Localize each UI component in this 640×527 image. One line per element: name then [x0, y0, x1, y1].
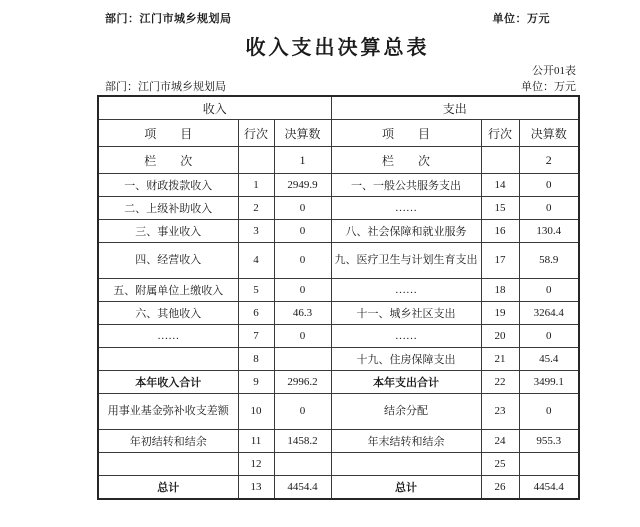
- expense-amount-cell: [519, 453, 579, 476]
- expense-section-header: 支出: [331, 96, 579, 120]
- department-label-top: 部门：江门市城乡规划局: [105, 13, 232, 25]
- section-header-row: [98, 96, 579, 120]
- table-row: [98, 197, 579, 220]
- income-line-no-cell: 5: [238, 279, 274, 302]
- income-amount-cell: 46.3: [274, 302, 331, 325]
- table-row: [98, 394, 579, 430]
- income-item-cell: 二、上级补助收入: [98, 197, 238, 220]
- table-row: [98, 174, 579, 197]
- income-item-cell: 用事业基金弥补收支差额: [98, 394, 238, 430]
- income-line-no-cell: 11: [238, 430, 274, 453]
- expense-amount-cell: 4454.4: [519, 476, 579, 500]
- expense-amount-cell: 0: [519, 279, 579, 302]
- income-line-no-cell: 7: [238, 325, 274, 348]
- unit-label-top: 单位：万元: [492, 13, 550, 25]
- income-item-cell: 六、其他收入: [98, 302, 238, 325]
- budget-summary-table: [97, 95, 580, 500]
- expense-item-cell: 一、一般公共服务支出: [331, 174, 481, 197]
- expense-item-cell: 十一、城乡社区支出: [331, 302, 481, 325]
- income-line-no-cell: 1: [238, 174, 274, 197]
- income-line-no-cell: 6: [238, 302, 274, 325]
- table-row: [98, 453, 579, 476]
- table-row: [98, 325, 579, 348]
- income-item-column-header: 项 目: [98, 120, 238, 147]
- income-item-cell: 三、事业收入: [98, 220, 238, 243]
- expense-amount-cell: 0: [519, 174, 579, 197]
- expense-lane-number: 2: [519, 147, 579, 174]
- expense-lane-empty-cell: [481, 147, 519, 174]
- income-item-cell: 本年收入合计: [98, 371, 238, 394]
- expense-line-no-cell: 14: [481, 174, 519, 197]
- expense-item-cell: 十九、住房保障支出: [331, 348, 481, 371]
- expense-line-no-cell: 20: [481, 325, 519, 348]
- expense-line-no-cell: 24: [481, 430, 519, 453]
- income-line-no-column-header: 行次: [238, 120, 274, 147]
- income-amount-cell: 1458.2: [274, 430, 331, 453]
- income-amount-cell: [274, 453, 331, 476]
- expense-amount-cell: 0: [519, 394, 579, 430]
- expense-amount-cell: 0: [519, 197, 579, 220]
- lane-number-row: [98, 147, 579, 174]
- expense-amount-cell: 955.3: [519, 430, 579, 453]
- income-lane-empty-cell: [238, 147, 274, 174]
- income-item-cell: 一、财政拨款收入: [98, 174, 238, 197]
- expense-item-cell: [331, 453, 481, 476]
- expense-item-cell: ……: [331, 197, 481, 220]
- income-line-no-cell: 13: [238, 476, 274, 500]
- expense-lane-label: 栏 次: [331, 147, 481, 174]
- expense-item-column-header: 项 目: [331, 120, 481, 147]
- expense-item-cell: 年末结转和结余: [331, 430, 481, 453]
- income-item-cell: 五、附属单位上缴收入: [98, 279, 238, 302]
- expense-amount-cell: 45.4: [519, 348, 579, 371]
- table-row: [98, 371, 579, 394]
- income-lane-number: 1: [274, 147, 331, 174]
- expense-line-no-cell: 25: [481, 453, 519, 476]
- expense-amount-cell: 130.4: [519, 220, 579, 243]
- header-meta-top: [105, 10, 550, 26]
- income-amount-column-header: 决算数: [274, 120, 331, 147]
- income-amount-cell: 0: [274, 279, 331, 302]
- income-amount-cell: 4454.4: [274, 476, 331, 500]
- income-amount-cell: 0: [274, 197, 331, 220]
- column-header-row: [98, 120, 579, 147]
- department-label: 部门：江门市城乡规划局: [105, 81, 226, 93]
- expense-item-cell: 总计: [331, 476, 481, 500]
- income-line-no-cell: 9: [238, 371, 274, 394]
- expense-amount-cell: 3264.4: [519, 302, 579, 325]
- expense-item-cell: 本年支出合计: [331, 371, 481, 394]
- income-amount-cell: 2996.2: [274, 371, 331, 394]
- income-item-cell: ……: [98, 325, 238, 348]
- income-amount-cell: 0: [274, 243, 331, 279]
- unit-label: 单位：万元: [521, 81, 576, 93]
- expense-line-no-cell: 16: [481, 220, 519, 243]
- expense-amount-cell: 0: [519, 325, 579, 348]
- table-row: [98, 279, 579, 302]
- income-amount-cell: 0: [274, 325, 331, 348]
- income-item-cell: [98, 348, 238, 371]
- income-line-no-cell: 3: [238, 220, 274, 243]
- income-item-cell: 四、经营收入: [98, 243, 238, 279]
- income-item-cell: 年初结转和结余: [98, 430, 238, 453]
- expense-line-no-cell: 19: [481, 302, 519, 325]
- expense-item-cell: 九、医疗卫生与计划生育支出: [331, 243, 481, 279]
- income-line-no-cell: 10: [238, 394, 274, 430]
- table-row: [98, 476, 579, 500]
- table-row: [98, 348, 579, 371]
- income-item-cell: 总计: [98, 476, 238, 500]
- income-line-no-cell: 12: [238, 453, 274, 476]
- income-item-cell: [98, 453, 238, 476]
- expense-item-cell: 结余分配: [331, 394, 481, 430]
- expense-line-no-cell: 21: [481, 348, 519, 371]
- expense-line-no-column-header: 行次: [481, 120, 519, 147]
- expense-amount-column-header: 决算数: [519, 120, 579, 147]
- expense-line-no-cell: 22: [481, 371, 519, 394]
- income-lane-label: 栏 次: [98, 147, 238, 174]
- expense-amount-cell: 3499.1: [519, 371, 579, 394]
- table-row: [98, 302, 579, 325]
- income-amount-cell: [274, 348, 331, 371]
- table-number: 公开01表: [532, 65, 576, 77]
- expense-line-no-cell: 15: [481, 197, 519, 220]
- expense-line-no-cell: 26: [481, 476, 519, 500]
- expense-line-no-cell: 23: [481, 394, 519, 430]
- expense-line-no-cell: 18: [481, 279, 519, 302]
- table-row: [98, 430, 579, 453]
- header-meta-sub: [97, 78, 578, 94]
- income-amount-cell: 0: [274, 394, 331, 430]
- table-row: [98, 243, 579, 279]
- income-section-header: 收入: [98, 96, 331, 120]
- expense-item-cell: ……: [331, 325, 481, 348]
- table-body: [98, 174, 579, 500]
- income-amount-cell: 2949.9: [274, 174, 331, 197]
- expense-item-cell: ……: [331, 279, 481, 302]
- income-line-no-cell: 8: [238, 348, 274, 371]
- expense-line-no-cell: 17: [481, 243, 519, 279]
- expense-amount-cell: 58.9: [519, 243, 579, 279]
- page-title: 收入支出决算总表: [245, 37, 430, 59]
- income-amount-cell: 0: [274, 220, 331, 243]
- income-line-no-cell: 2: [238, 197, 274, 220]
- income-line-no-cell: 4: [238, 243, 274, 279]
- table-row: [98, 220, 579, 243]
- expense-item-cell: 八、社会保障和就业服务: [331, 220, 481, 243]
